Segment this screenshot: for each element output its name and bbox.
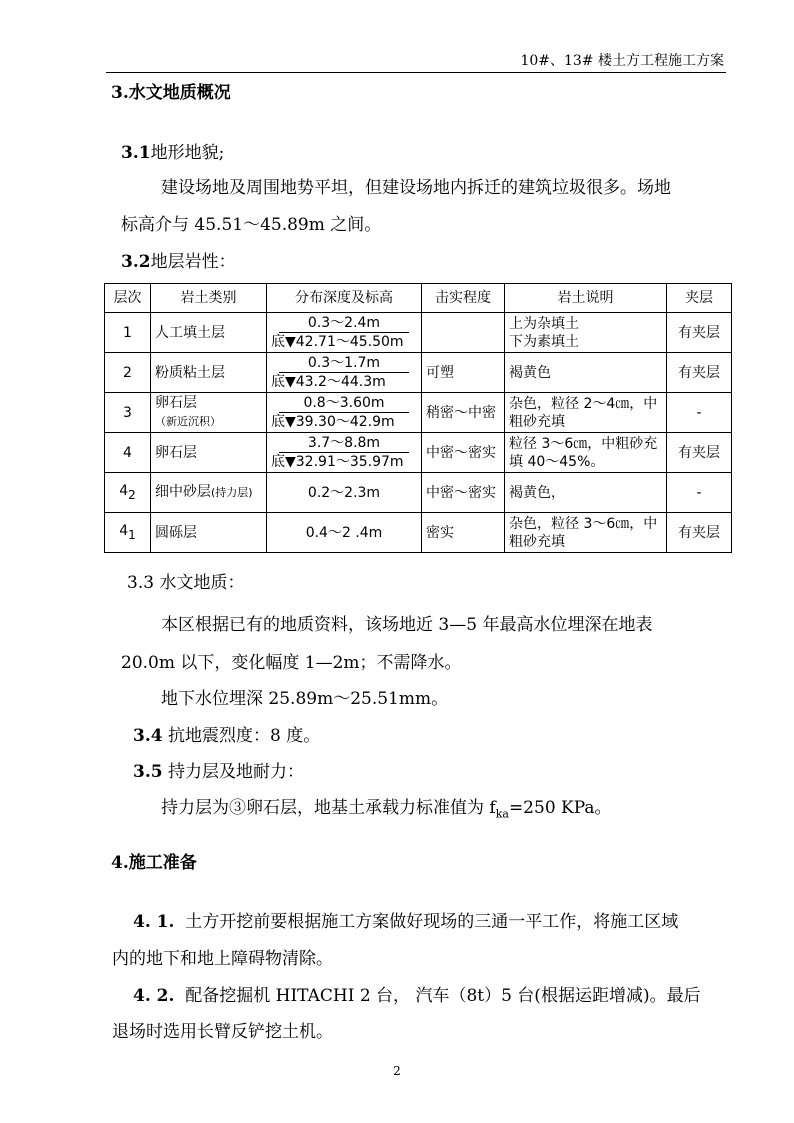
type-name: 细中砂层	[155, 484, 211, 500]
section-3-1-title: 地形地貌;	[150, 143, 225, 163]
cell-compaction: 密实	[422, 513, 505, 553]
cell-layer: 3	[105, 393, 151, 433]
cell-depth: 0.2～2.3m	[267, 473, 422, 513]
cell-depth	[267, 313, 422, 353]
elevation-range: 底▼39.30～42.9m	[271, 414, 395, 430]
cell-interlayer: 有夹层	[667, 353, 732, 393]
table-row	[105, 313, 732, 353]
cell-description: 褐黄色，	[505, 473, 667, 513]
section-4-2-line-1	[133, 981, 701, 1006]
section-3-title: 3.水文地质概况	[111, 83, 231, 103]
table-row	[105, 513, 732, 553]
strata-table	[104, 283, 732, 553]
table-row	[105, 393, 732, 433]
cell-type: 人工填土层	[151, 313, 267, 353]
section-3-3-line-3: 地下水位埋深 25.89m～25.51mm。	[161, 689, 449, 709]
bearing-text-pre: 持力层为③卵石层，地基土承载力标准值为 f	[161, 798, 496, 818]
cell-layer: 4	[105, 433, 151, 473]
depth-range: 3.7～8.8m	[279, 434, 409, 453]
cell-layer: 1	[105, 313, 151, 353]
type-note: (持力层)	[211, 486, 253, 499]
cell-description: 上为杂填土 下为素填土	[505, 313, 667, 353]
cell-interlayer: -	[667, 393, 732, 433]
section-4-1-line-1	[133, 907, 678, 932]
section-3-1-line-1: 建设场地及周围地势平坦，但建设场地内拆迁的建筑垃圾很多。场地	[161, 178, 671, 198]
cell-interlayer: 有夹层	[667, 313, 732, 353]
cell-description: 褐黄色	[505, 353, 667, 393]
cell-layer	[105, 513, 151, 553]
page-header-title: 10#、13# 楼土方工程施工方案	[520, 53, 724, 69]
cell-compaction	[422, 313, 505, 353]
section-3-4-text: 抗地震烈度：8 度。	[167, 726, 321, 746]
layer-sub: 1	[128, 527, 136, 542]
cell-description: 杂色，粒径 3～6㎝，中粗砂充填	[505, 513, 667, 553]
cell-layer	[105, 473, 151, 513]
table-row	[105, 473, 732, 513]
cell-interlayer: 有夹层	[667, 513, 732, 553]
section-4-title: 4.施工准备	[111, 853, 197, 873]
table-header-cell: 层次	[105, 284, 151, 313]
section-3-4-number: 3.4	[133, 726, 163, 746]
cell-depth: 0.4～2 .4m	[267, 513, 422, 553]
depth-range: 0.8～3.60m	[279, 394, 409, 413]
cell-interlayer: 有夹层	[667, 433, 732, 473]
section-4-1-text: 土方开挖前要根据施工方案做好现场的三通一平工作，将施工区域	[185, 912, 679, 932]
section-3-3-line-1: 本区根据已有的地质资料，该场地近 3—5 年最高水位埋深在地表	[161, 615, 653, 635]
layer-sub: 2	[128, 487, 136, 502]
cell-description: 杂色，粒径 2～4㎝，中粗砂充填	[505, 393, 667, 433]
cell-type	[151, 393, 267, 433]
section-3-5-line	[161, 793, 612, 820]
section-3-5-number: 3.5	[133, 762, 163, 782]
table-header-cell: 夹层	[667, 284, 732, 313]
section-3-3-heading: 3.3 水文地质：	[127, 573, 245, 593]
section-3-2-heading	[121, 247, 236, 272]
cell-depth	[267, 353, 422, 393]
cell-interlayer: -	[667, 473, 732, 513]
section-3-4	[133, 721, 320, 746]
elevation-range: 底▼32.91～35.97m	[271, 454, 404, 470]
cell-compaction: 中密～密实	[422, 433, 505, 473]
section-3-1-line-2: 标高介与 45.51～45.89m 之间。	[121, 215, 382, 235]
section-3-3-line-2: 20.0m 以下，变化幅度 1—2m；不需降水。	[121, 653, 462, 673]
layer-main: 4	[119, 482, 129, 499]
section-3-5	[133, 757, 304, 782]
header-rule	[106, 72, 726, 73]
cell-type: 卵石层	[151, 433, 267, 473]
cell-type	[151, 473, 267, 513]
section-3-1-heading	[121, 138, 224, 163]
type-note: （新近沉积）	[155, 415, 221, 428]
cell-compaction: 可塑	[422, 353, 505, 393]
cell-type: 圆砾层	[151, 513, 267, 553]
layer-main: 4	[119, 522, 129, 539]
cell-compaction: 中密～密实	[422, 473, 505, 513]
type-name: 卵石层	[155, 395, 197, 411]
section-3-2-title: 地层岩性：	[150, 252, 236, 272]
section-4-1-line-2: 内的地下和地上障碍物清除。	[112, 949, 333, 969]
table-header-row	[105, 284, 732, 313]
cell-description: 粒径 3～6㎝，中粗砂充填 40～45%。	[505, 433, 667, 473]
bearing-subscript: ka	[495, 807, 509, 821]
cell-type: 粉质粘土层	[151, 353, 267, 393]
table-header-cell: 岩土类别	[151, 284, 267, 313]
section-3-2-number: 3.2	[121, 252, 151, 272]
table-header-cell: 击实程度	[422, 284, 505, 313]
cell-depth	[267, 393, 422, 433]
table-header-cell: 分布深度及标高	[267, 284, 422, 313]
table-row	[105, 433, 732, 473]
elevation-range: 底▼42.71～45.50m	[271, 334, 404, 350]
bearing-text-post: =250 KPa。	[508, 798, 612, 818]
cell-layer: 2	[105, 353, 151, 393]
elevation-range: 底▼43.2～44.3m	[271, 374, 386, 390]
section-3-1-number: 3.1	[121, 143, 151, 163]
depth-range: 0.3～1.7m	[279, 354, 409, 373]
section-4-2-line-2: 退场时选用长臂反铲挖土机。	[112, 1022, 333, 1042]
cell-depth	[267, 433, 422, 473]
depth-range: 0.3～2.4m	[279, 314, 409, 333]
section-3-5-text: 持力层及地耐力：	[167, 762, 304, 782]
section-4-1-number: 4. 1.	[133, 912, 175, 932]
section-4-2-text: 配备挖掘机 HITACHI 2 台， 汽车（8t）5 台(根据运距增减)。最后	[185, 986, 701, 1006]
section-4-2-number: 4. 2.	[133, 986, 175, 1006]
table-row	[105, 353, 732, 393]
table-header-cell: 岩土说明	[505, 284, 667, 313]
cell-compaction: 稍密～中密	[422, 393, 505, 433]
page-number: 2	[393, 1064, 401, 1078]
